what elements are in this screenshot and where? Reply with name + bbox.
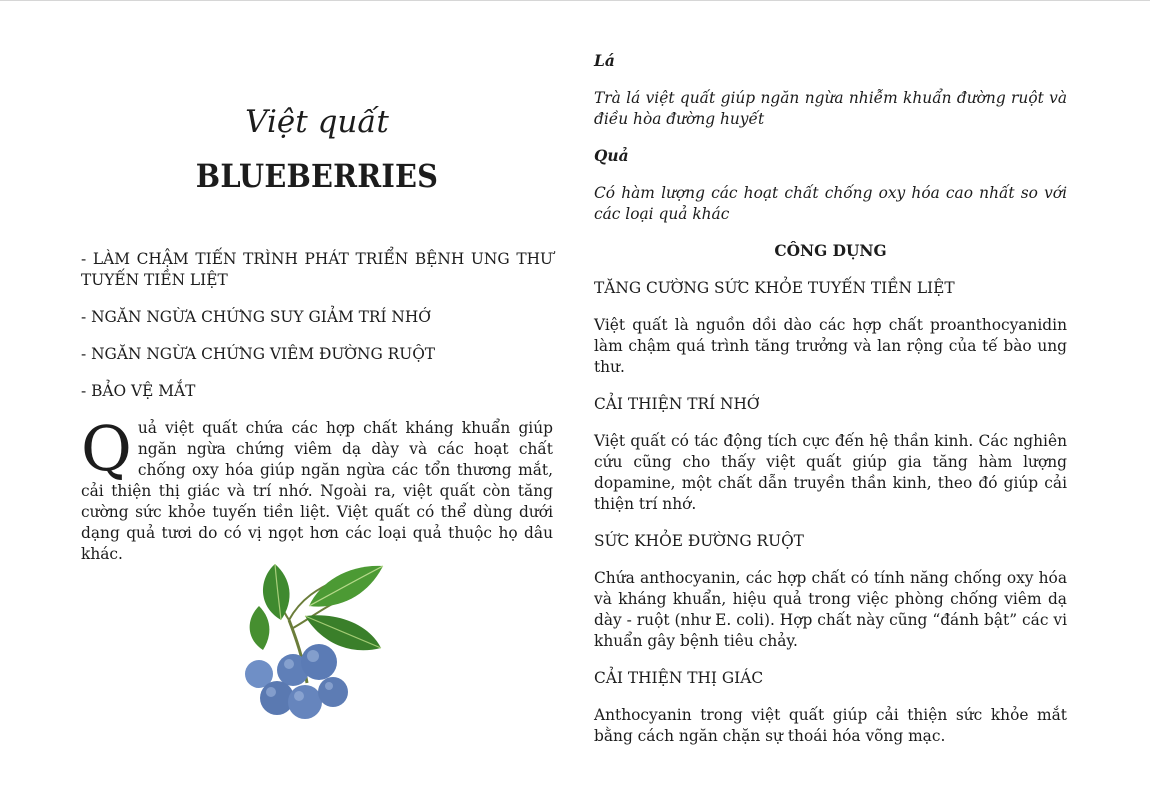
- title-vietnamese: Việt quất: [245, 104, 389, 140]
- benefit-item: - NGĂN NGỪA CHỨNG SUY GIẢM TRÍ NHỚ: [81, 308, 431, 326]
- intro-paragraph: [81, 412, 553, 565]
- benefit-item: - NGĂN NGỪA CHỨNG VIÊM ĐƯỜNG RUỘT: [81, 345, 436, 363]
- leaf-text: Trà lá việt quất giúp ngăn ngừa nhiễm khuẩn đường ruột và điều hòa đường huyết: [594, 89, 1067, 128]
- section-text: Chứa anthocyanin, các hợp chất có tính năng chống oxy hóa và kháng khuẩn, hiệu quả trong việc phòng chống viêm dạ dày - ruột (như E. coli). Hợp chất này cũng “đánh bật” các vi khuẩn gây bệnh tiêu chảy.: [594, 569, 1067, 650]
- section-text: Việt quất có tác động tích cực đến hệ thần kinh. Các nghiên cứu cũng cho thấy việt quất giúp gia tăng hàm lượng dopamine, một chất dẫn truyền thần kinh, theo đó giúp cải thiện trí nhớ.: [594, 432, 1067, 513]
- section-text: Việt quất là nguồn dồi dào các hợp chất proanthocyanidin làm chậm quá trình tăng trưởng và lan rộng của tế bào ung thư.: [594, 316, 1067, 376]
- section-heading: SỨC KHỎE ĐƯỜNG RUỘT: [594, 532, 804, 550]
- blueberry-branch-icon: [241, 558, 391, 723]
- title-english: BLUEBERRIES: [195, 157, 439, 195]
- leaf-label: Lá: [594, 52, 615, 70]
- fruit-label: Quả: [594, 147, 629, 165]
- page-top-border: [0, 0, 1150, 1]
- section-heading: CẢI THIỆN TRÍ NHỚ: [594, 395, 760, 413]
- fruit-text: Có hàm lượng các hoạt chất chống oxy hóa cao nhất so với các loại quả khác: [594, 184, 1067, 223]
- benefit-item: - BẢO VỆ MẮT: [81, 382, 196, 400]
- benefits-list: [81, 249, 553, 418]
- uses-heading: CÔNG DỤNG: [774, 242, 887, 260]
- section-heading: TĂNG CƯỜNG SỨC KHỎE TUYẾN TIỀN LIỆT: [594, 279, 955, 297]
- section-text: Anthocyanin trong việt quất giúp cải thiện sức khỏe mắt bằng cách ngăn chặn sự thoái hóa võng mạc.: [594, 706, 1067, 745]
- benefit-item: - LÀM CHẬM TIẾN TRÌNH PHÁT TRIỂN BỆNH UNG THƯ TUYẾN TIỀN LIỆT: [81, 250, 553, 289]
- section-heading: CẢI THIỆN THỊ GIÁC: [594, 669, 764, 687]
- drop-cap: Q: [81, 412, 132, 485]
- intro-text: uả việt quất chứa các hợp chất kháng khuẩn giúp ngăn ngừa chứng viêm dạ dày và các hoạt chất chống oxy hóa giúp ngăn ngừa các tổn thương mắt, cải thiện thị giác và trí nhớ. Ngoài ra, việt quất còn tăng cường sức khỏe tuyến tiền liệt. Việt quất có thể dùng dưới dạng quả tươi do có vị ngọt hơn các loại quả thuộc họ dâu khác.: [81, 419, 553, 563]
